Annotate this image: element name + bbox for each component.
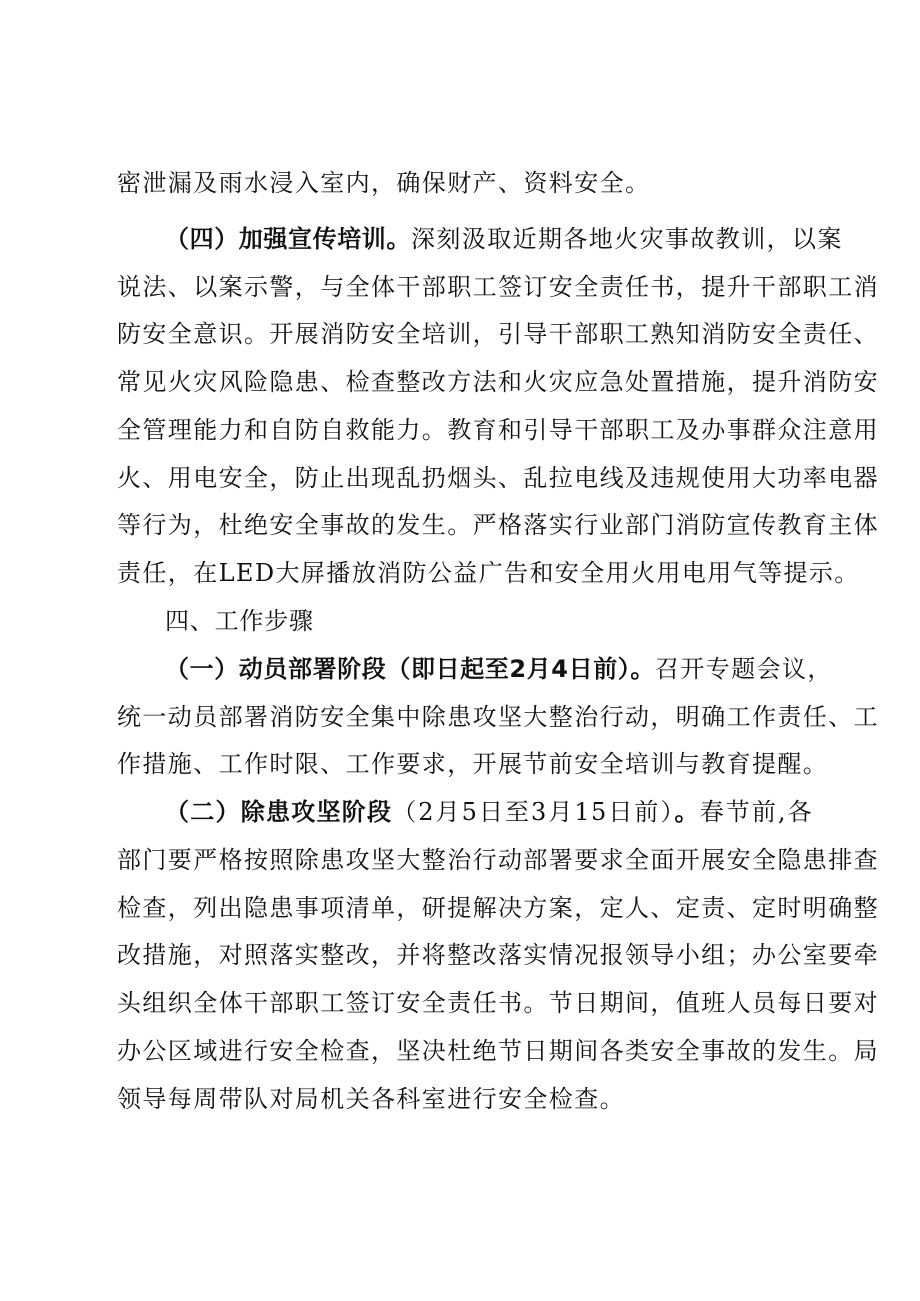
paragraph-line: 作措施、工作时限、工作要求，开展节前安全培训与教育提醒。 [117,750,829,778]
paragraph-text: 春节前,各 [699,798,813,826]
paragraph-line: 领导每周带队对局机关各科室进行安全检查。 [117,1085,625,1113]
paragraph-line [165,797,813,827]
step-date-range: （2月5日至3月15日前） [392,798,675,826]
paragraph-line [165,654,833,684]
paragraph-line: 部门要严格按照除患攻坚大整治行动部署要求全面开展安全隐患排查 [117,846,879,874]
paragraph-line: 密泄漏及雨水浸入室内，确保财产、资料安全。 [117,169,651,197]
paragraph-line: 头组织全体干部职工签订安全责任书。节日期间，值班人员每日要对 [117,989,879,1017]
paragraph-line: 常见火灾风险隐患、检查整改方法和火灾应急处置措施，提升消防安 [117,368,879,396]
paragraph-line [165,224,843,254]
paragraph-line: 责任，在LED大屏播放消防公益广告和安全用火用电用气等提示。 [117,559,860,587]
paragraph-text: 深刻汲取近期各地火灾事故教训，以案 [411,225,843,253]
paragraph-line: 统一动员部署消防安全集中除患攻坚大整治行动，明确工作责任、工 [117,703,879,731]
section-heading: 四、工作步骤 [165,607,314,635]
paragraph-line: 火、用电安全，防止出现乱扔烟头、乱拉电线及违规使用大功率电器 [117,464,879,492]
paragraph-line: 办公区域进行安全检查，坚决杜绝节日期间各类安全事故的发生。局 [117,1037,879,1065]
paragraph-line: 说法、以案示警，与全体干部职工签订安全责任书，提升干部职工消 [117,273,879,301]
step-title-end: 。 [674,798,700,826]
paragraph-line: 检查，列出隐患事项清单，研提解决方案，定人、定责、定时明确整 [117,894,879,922]
paragraph-line: 改措施，对照落实整改，并将整改落实情况报领导小组；办公室要牵 [117,941,879,969]
paragraph-line: 全管理能力和自防自救能力。教育和引导干部职工及办事群众注意用 [117,416,879,444]
paragraph-line: 防安全意识。开展消防安全培训，引导干部职工熟知消防安全责任、 [117,320,879,348]
step-title: （二）除患攻坚阶段 [165,798,393,826]
step-title: （一）动员部署阶段（即日起至2月4日前）。 [165,655,655,683]
paragraph-text: 召开专题会议， [655,655,833,683]
paragraph-line: 等行为，杜绝安全事故的发生。严格落实行业部门消防宣传教育主体 [117,511,879,539]
section-title: （四）加强宣传培训。 [165,225,411,253]
